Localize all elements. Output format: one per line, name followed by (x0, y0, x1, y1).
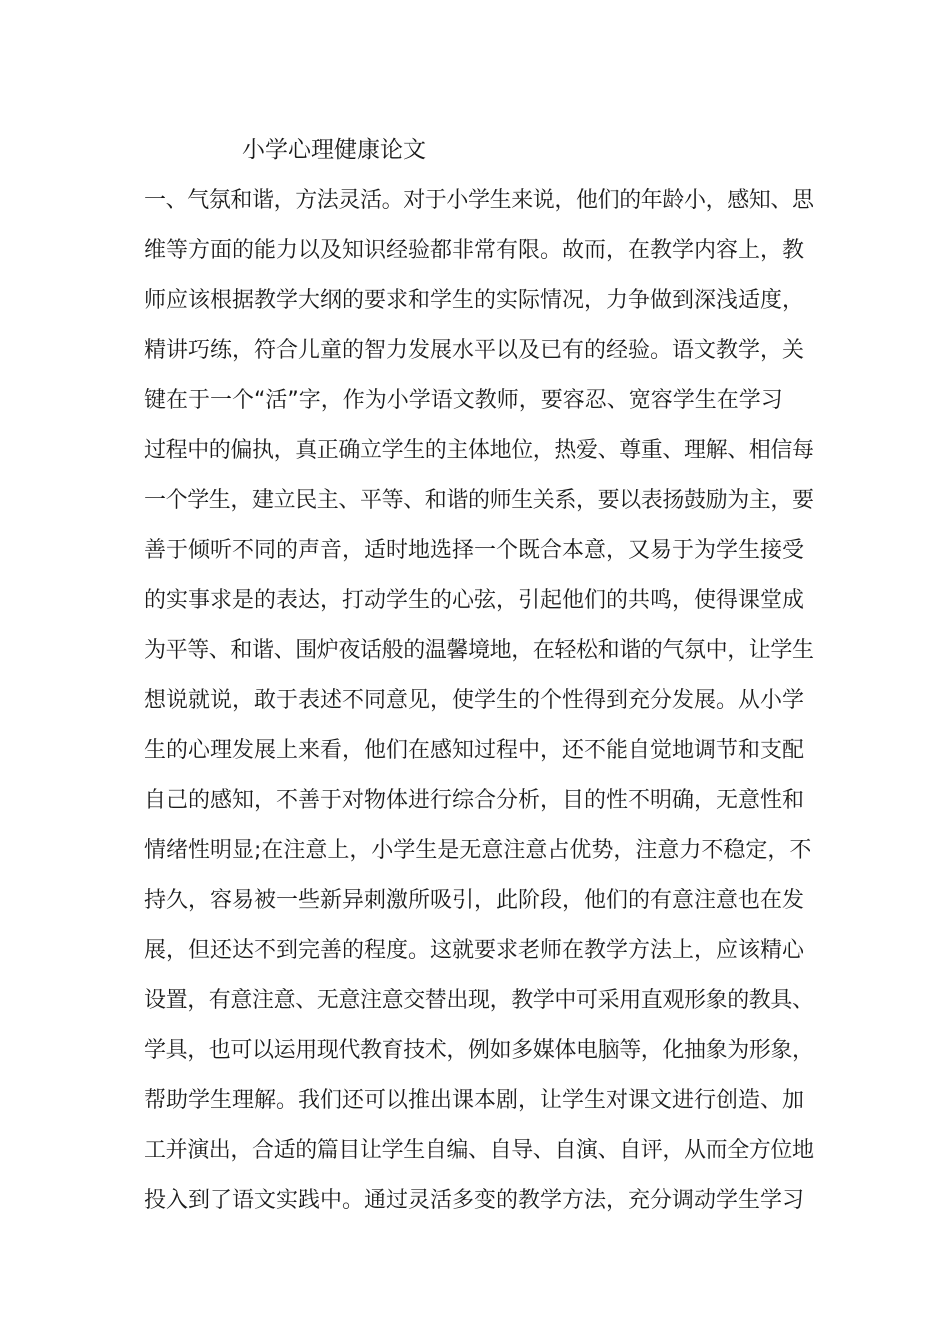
body-paragraph (144, 176, 814, 1226)
text-line: 设置，有意注意、无意注意交替出现，教学中可采用直观形象的教具、 (144, 988, 814, 1013)
text-line: 展，但还达不到完善的程度。这就要求老师在教学方法上，应该精心 (144, 938, 805, 963)
text-line: 师应该根据教学大纲的要求和学生的实际情况，力争做到深浅适度， (144, 288, 805, 313)
text-line: 一个学生，建立民主、平等、和谐的师生关系，要以表扬鼓励为主，要 (144, 488, 814, 513)
text-line: 帮助学生理解。我们还可以推出课本剧，让学生对课文进行创造、加 (144, 1088, 805, 1113)
text-line: 工并演出，合适的篇目让学生自编、自导、自演、自评，从而全方位地 (144, 1138, 814, 1163)
text-line: 自己的感知，不善于对物体进行综合分析，目的性不明确，无意性和 (144, 788, 805, 813)
text-line: 学具，也可以运用现代教育技术，例如多媒体电脑等，化抽象为形象， (144, 1038, 814, 1063)
text-line: 精讲巧练，符合儿童的智力发展水平以及已有的经验。语文教学，关 (144, 338, 805, 363)
text-line: 过程中的偏执，真正确立学生的主体地位，热爱、尊重、理解、相信每 (144, 438, 814, 463)
text-line: 情绪性明显;在注意上，小学生是无意注意占优势，注意力不稳定，不 (144, 838, 812, 863)
text-line: 维等方面的能力以及知识经验都非常有限。故而，在教学内容上，教 (144, 238, 805, 263)
text-line: 投入到了语文实践中。通过灵活多变的教学方法，充分调动学生学习 (144, 1188, 805, 1213)
text-line: 键在于一个“活”字，作为小学语文教师，要容忍、宽容学生在学习 (144, 388, 783, 413)
text-line: 为平等、和谐、围炉夜话般的温馨境地，在轻松和谐的气氛中，让学生 (144, 638, 814, 663)
text-line: 的实事求是的表达，打动学生的心弦，引起他们的共鸣，使得课堂成 (144, 588, 805, 613)
text-line: 持久，容易被一些新异刺激所吸引，此阶段，他们的有意注意也在发 (144, 888, 805, 913)
document-title (242, 130, 426, 170)
text-line: 想说就说，敢于表述不同意见，使学生的个性得到充分发展。从小学 (144, 688, 805, 713)
text-line: 一、气氛和谐，方法灵活。对于小学生来说，他们的年龄小，感知、思 (144, 188, 814, 213)
text-line: 生的心理发展上来看，他们在感知过程中，还不能自觉地调节和支配 (144, 738, 805, 763)
title-main-text: 小学心理健康 (242, 137, 380, 163)
title-tail-text: 论文 (380, 137, 426, 163)
text-line: 善于倾听不同的声音，适时地选择一个既合本意，又易于为学生接受 (144, 538, 805, 563)
